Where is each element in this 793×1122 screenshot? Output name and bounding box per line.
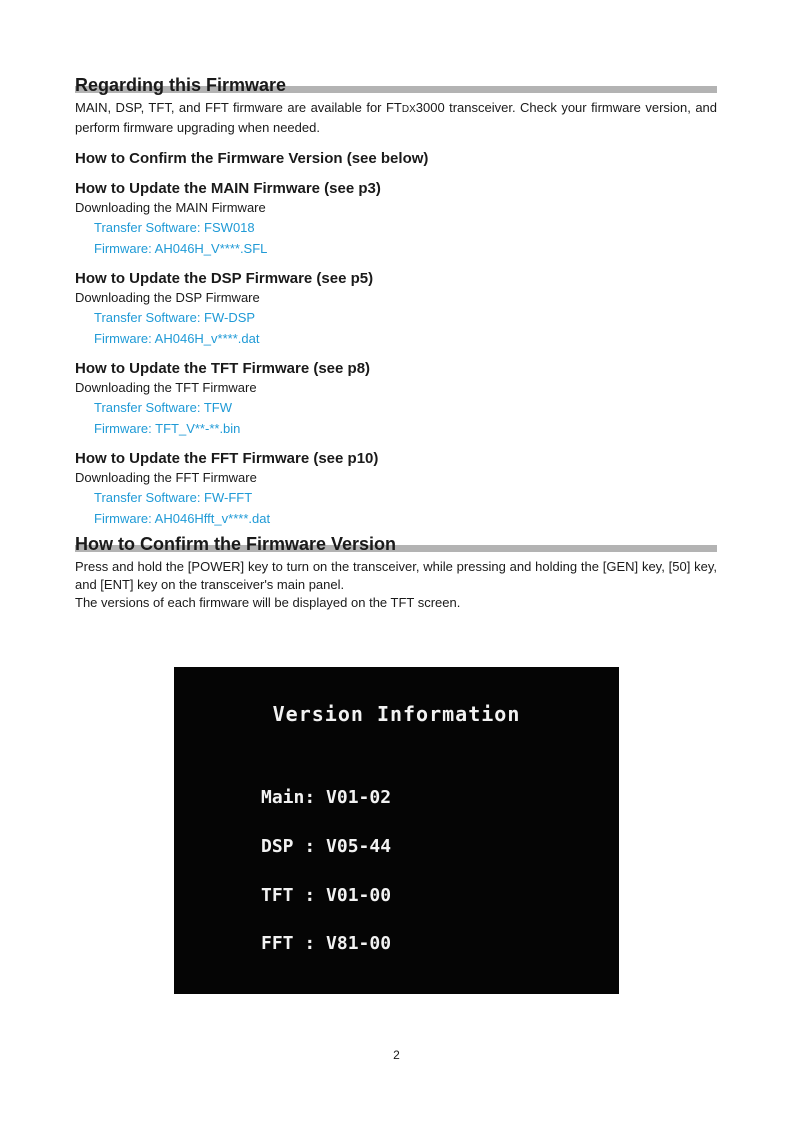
firmware-file-link[interactable]: Firmware: AH046Hfft_v****.dat bbox=[94, 511, 271, 526]
update-heading: How to Update the DSP Firmware (see p5) bbox=[75, 270, 374, 287]
firmware-file-link[interactable]: Firmware: AH046H_V****.SFL bbox=[94, 241, 268, 256]
section-title: How to Confirm the Firmware Version bbox=[75, 534, 397, 554]
update-heading: How to Update the TFT Firmware (see p8) bbox=[75, 360, 371, 377]
update-main-block bbox=[75, 179, 717, 259]
intro-text-a: MAIN, DSP, TFT, and FFT firmware are available for FT bbox=[75, 100, 402, 115]
confirm-note: The versions of each firmware will be displayed on the TFT screen. bbox=[75, 595, 461, 610]
update-desc: Downloading the DSP Firmware bbox=[75, 290, 260, 305]
transfer-software-link[interactable]: Transfer Software: FSW018 bbox=[94, 220, 255, 235]
document-body bbox=[75, 74, 717, 612]
version-row-dsp: DSP : V05-44 bbox=[261, 836, 392, 857]
version-row-fft: FFT : V81-00 bbox=[261, 933, 392, 954]
section-heading-regarding bbox=[75, 74, 717, 96]
confirm-instructions: Press and hold the [POWER] key to turn on the transceiver, while pressing and holding the [GEN] key, [50] key, and [ENT] key on the transceiver's main panel. bbox=[75, 559, 717, 592]
update-tft-block bbox=[75, 359, 717, 439]
version-row-tft: TFT : V01-00 bbox=[261, 885, 392, 906]
intro-text-dx: DX bbox=[401, 104, 416, 115]
update-desc: Downloading the MAIN Firmware bbox=[75, 200, 266, 215]
firmware-file-link[interactable]: Firmware: AH046H_v****.dat bbox=[94, 331, 260, 346]
page-number: 2 bbox=[393, 1048, 400, 1062]
confirm-version-link-heading: How to Confirm the Firmware Version (see below) bbox=[75, 150, 429, 167]
intro-paragraph bbox=[75, 99, 717, 137]
intro-text-b: 3000 transceiver. Check your firmware version, and perform firmware upgrading when needed. bbox=[75, 100, 718, 135]
update-heading: How to Update the FFT Firmware (see p10) bbox=[75, 450, 379, 467]
transfer-software-link[interactable]: Transfer Software: FW-FFT bbox=[94, 490, 253, 505]
section-title: Regarding this Firmware bbox=[75, 75, 287, 95]
update-desc: Downloading the TFT Firmware bbox=[75, 380, 257, 395]
screen-title: Version Information bbox=[272, 702, 521, 726]
firmware-file-link[interactable]: Firmware: TFT_V**-**.bin bbox=[94, 421, 241, 436]
update-heading: How to Update the MAIN Firmware (see p3) bbox=[75, 180, 381, 197]
transfer-software-link[interactable]: Transfer Software: FW-DSP bbox=[94, 310, 256, 325]
update-dsp-block bbox=[75, 269, 717, 349]
update-desc: Downloading the FFT Firmware bbox=[75, 470, 257, 485]
section-heading-confirm bbox=[75, 533, 717, 555]
update-fft-block bbox=[75, 449, 717, 529]
version-row-main: Main: V01-02 bbox=[261, 787, 392, 808]
tft-version-screen bbox=[174, 667, 619, 994]
transfer-software-link[interactable]: Transfer Software: TFW bbox=[94, 400, 232, 415]
